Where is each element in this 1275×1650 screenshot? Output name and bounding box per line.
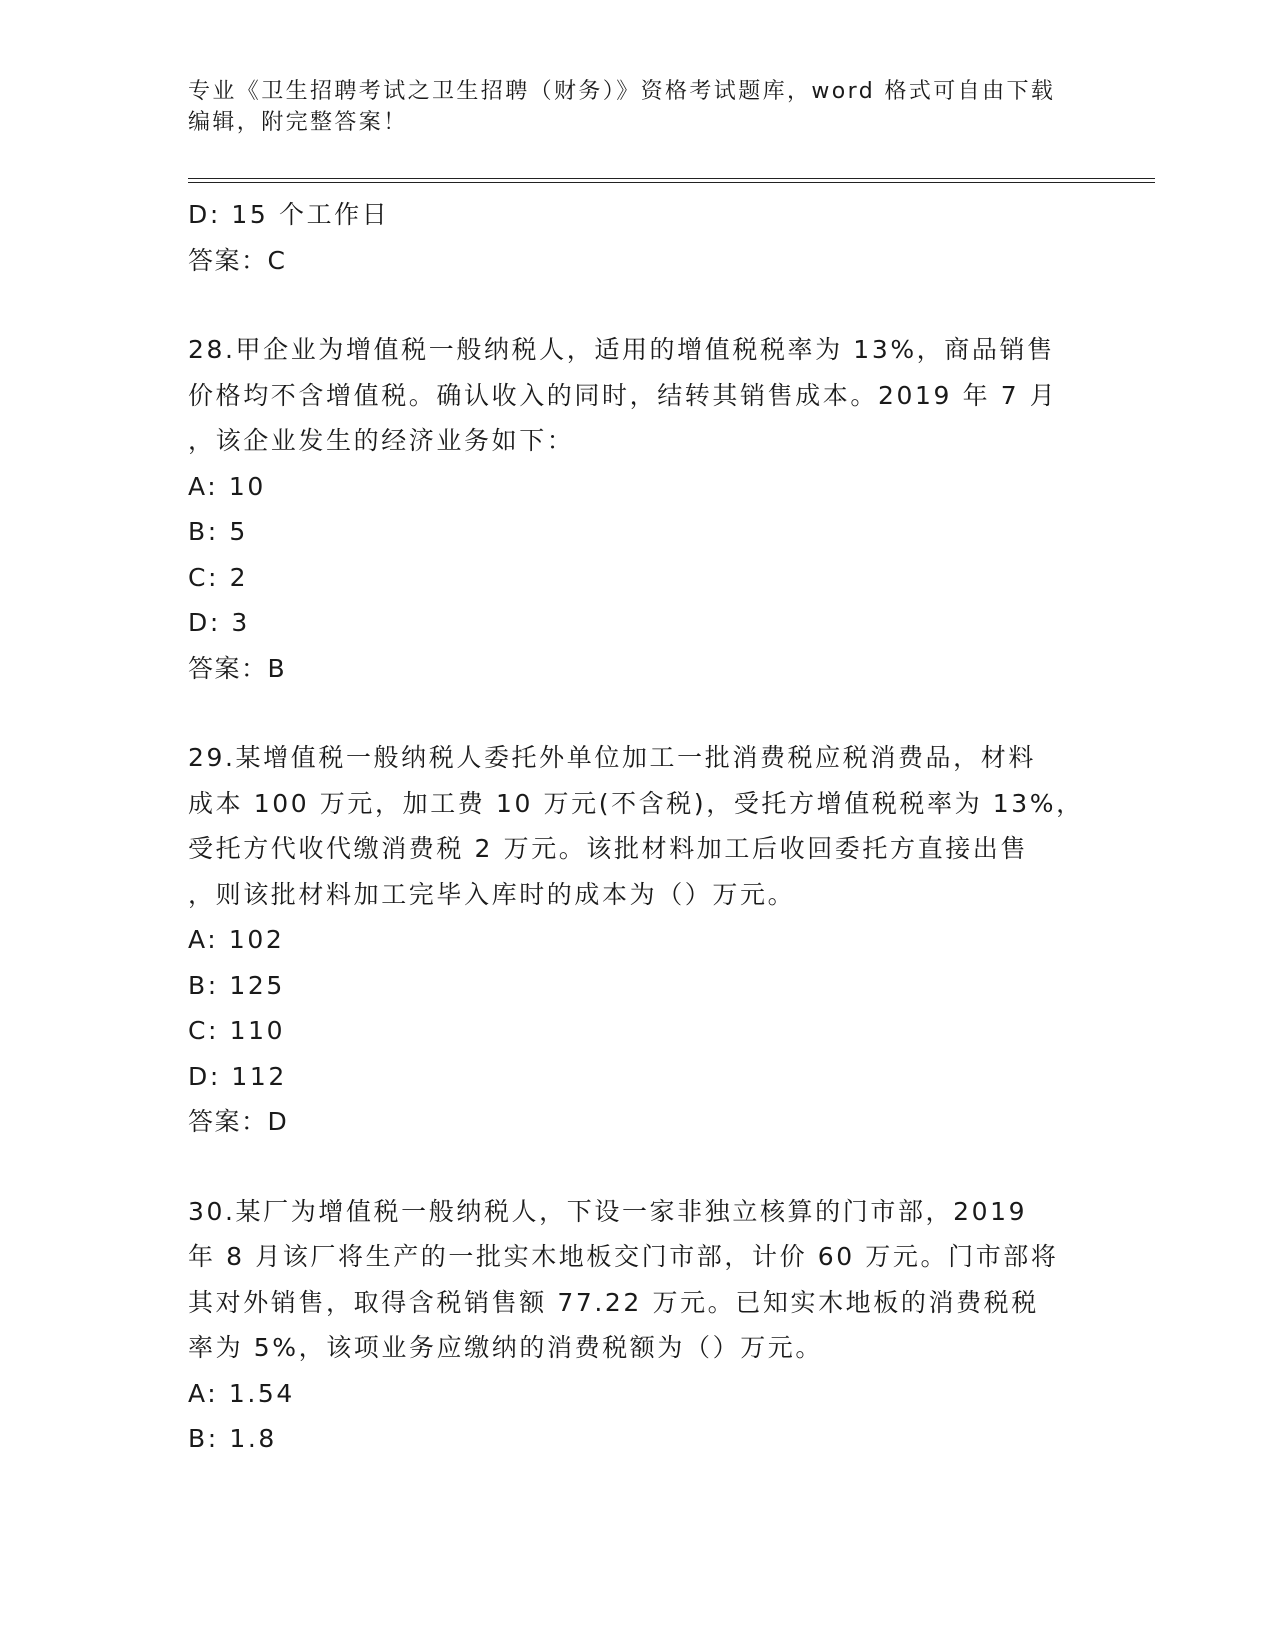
option-c: C: 2 [188,562,249,592]
option-a: A: 10 [188,471,266,501]
option-c: C: 110 [188,1016,286,1045]
option-b: B: 125 [188,970,285,1000]
spacer [188,283,1088,327]
question-text-line: 30.某厂为增值税一般纳税人，下设一家非独立核算的门市部，2019 [188,1196,1028,1226]
question-content [188,192,1088,1462]
option-a: A: 1.54 [188,1378,295,1408]
header-line-2: 编辑，附完整答案！ [188,110,408,135]
option-d: D: 15 个工作日 [188,200,390,229]
option-d: D: 3 [188,608,250,637]
option-a: A: 102 [188,925,285,954]
document-header [188,76,1068,138]
option-b: B: 5 [188,517,248,546]
question-text-line: 年 8 月该厂将生产的一批实木地板交门市部，计价 60 万元。门市部将 [188,1242,1059,1271]
question-29 [188,735,1088,917]
option-b: B: 1.8 [188,1424,277,1453]
header-divider-bottom [188,182,1155,183]
answer-line: 答案：C [188,245,287,275]
question-29-options [188,917,1088,1099]
question-text-line: 29.某增值税一般纳税人委托外单位加工一批消费税应税消费品，材料 [188,743,1036,772]
question-30 [188,1189,1088,1371]
question-text-line: 其对外销售，取得含税销售额 77.22 万元。已知实木地板的消费税税 [188,1287,1039,1317]
question-text-line: ，该企业发生的经济业务如下： [188,426,575,455]
question-28-options [188,464,1088,646]
spacer [188,1145,1088,1189]
answer-line: 答案：D [188,1107,289,1136]
question-30-options [188,1371,1088,1462]
question-text-line: 成本 100 万元，加工费 10 万元(不含税)，受托方增值税税率为 13%， [188,788,1084,818]
question-text-line: 28.甲企业为增值税一般纳税人，适用的增值税税率为 13%，商品销售 [188,335,1055,364]
answer-line: 答案：B [188,653,287,683]
question-text-line: 受托方代收代缴消费税 2 万元。该批材料加工后收回委托方直接出售 [188,834,1029,863]
option-d: D: 112 [188,1061,287,1091]
spacer [188,691,1088,735]
header-line-1: 专业《卫生招聘考试之卫生招聘（财务）》资格考试题库，word 格式可自由下载 [188,79,1056,104]
question-text-line: ，则该批材料加工完毕入库时的成本为（）万元。 [188,879,796,909]
question-text-line: 价格均不含增值税。确认收入的同时，结转其销售成本。2019 年 7 月 [188,380,1058,410]
question-28 [188,327,1088,464]
question-text-line: 率为 5%，该项业务应缴纳的消费税额为（）万元。 [188,1333,824,1362]
header-divider-top [188,178,1155,179]
